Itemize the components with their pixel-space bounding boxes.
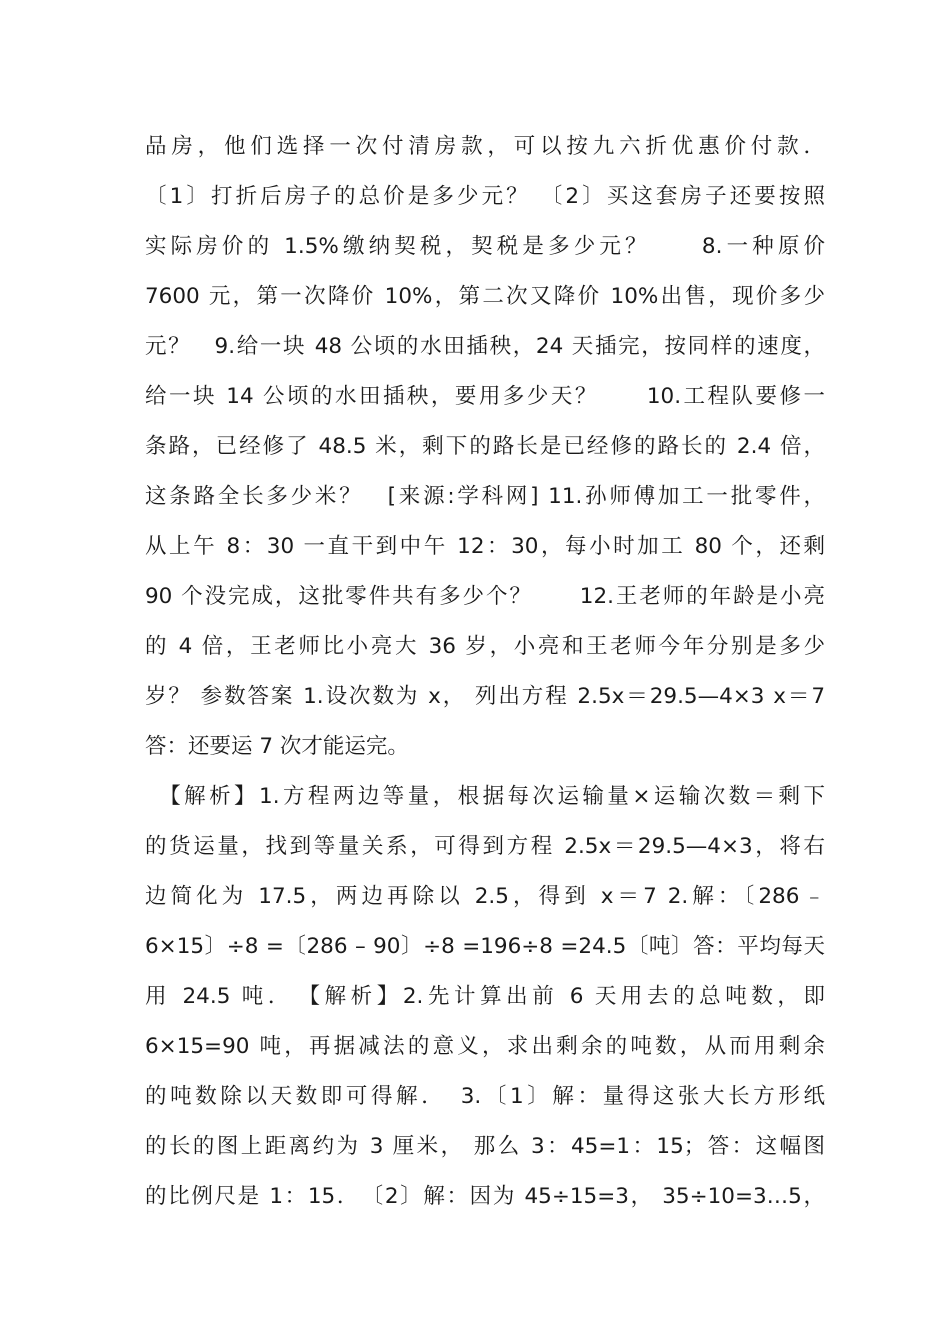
text-line: 的长的图上距离约为 3 厘米， 那么 3：45=1：15；答：这幅图: [145, 1134, 825, 1159]
text-line: 90 个没完成，这批零件共有多少个？ 12.王老师的年龄是小亮: [145, 584, 825, 609]
text-line: 〔1〕打折后房子的总价是多少元？ 〔2〕买这套房子还要按照: [145, 184, 825, 209]
text-line: 边简化为 17.5，两边再除以 2.5，得到 x＝7 2.解：〔286﹣: [145, 884, 825, 909]
text-line: 的 4 倍，王老师比小亮大 36 岁，小亮和王老师今年分别是多少: [145, 634, 825, 659]
text-line: 实际房价的 1.5%缴纳契税，契税是多少元？ 8.一种原价: [145, 234, 825, 259]
text-line: 岁？ 参数答案 1.设次数为 x， 列出方程 2.5x＝29.5—4×3 x＝7: [145, 684, 825, 709]
text-line: 的吨数除以天数即可得解． 3.〔1〕解：量得这张大长方形纸: [145, 1084, 825, 1109]
text-line: 6×15=90 吨，再据减法的意义，求出剩余的吨数，从而用剩余: [145, 1034, 825, 1059]
text-line: 从上午 8：30 一直干到中午 12：30，每小时加工 80 个，还剩: [145, 534, 825, 559]
text-line: 给一块 14 公顷的水田插秧，要用多少天？ 10.工程队要修一: [145, 384, 825, 409]
text-line: 6×15〕÷8 =〔286 – 90〕÷8 =196÷8 =24.5〔吨〕答：平均每天: [145, 934, 825, 959]
text-line: 元？ 9.给一块 48 公顷的水田插秧，24 天插完，按同样的速度，: [145, 334, 825, 359]
text-line: 7600 元，第一次降价 10%，第二次又降价 10%出售，现价多少: [145, 284, 825, 309]
text-line: 的货运量，找到等量关系，可得到方程 2.5x＝29.5—4×3，将右: [145, 834, 825, 859]
text-line: 条路，已经修了 48.5 米，剩下的路长是已经修的路长的 2.4 倍，: [145, 434, 825, 459]
text-line: 答：还要运 7 次才能运完。: [145, 734, 409, 759]
text-line: 的比例尺是 1：15． 〔2〕解：因为 45÷15=3， 35÷10=3…5，: [145, 1184, 825, 1209]
text-line: 【解析】1.方程两边等量，根据每次运输量×运输次数＝剩下: [145, 784, 825, 809]
body-text: [145, 122, 825, 1222]
text-line: 品房，他们选择一次付清房款，可以按九六折优惠价付款．: [145, 134, 825, 159]
text-line: 用 24.5 吨． 【解析】2.先计算出前 6 天用去的总吨数，即: [145, 984, 825, 1009]
text-line: 这条路全长多少米？ [来源:学科网] 11.孙师傅加工一批零件，: [145, 484, 825, 509]
